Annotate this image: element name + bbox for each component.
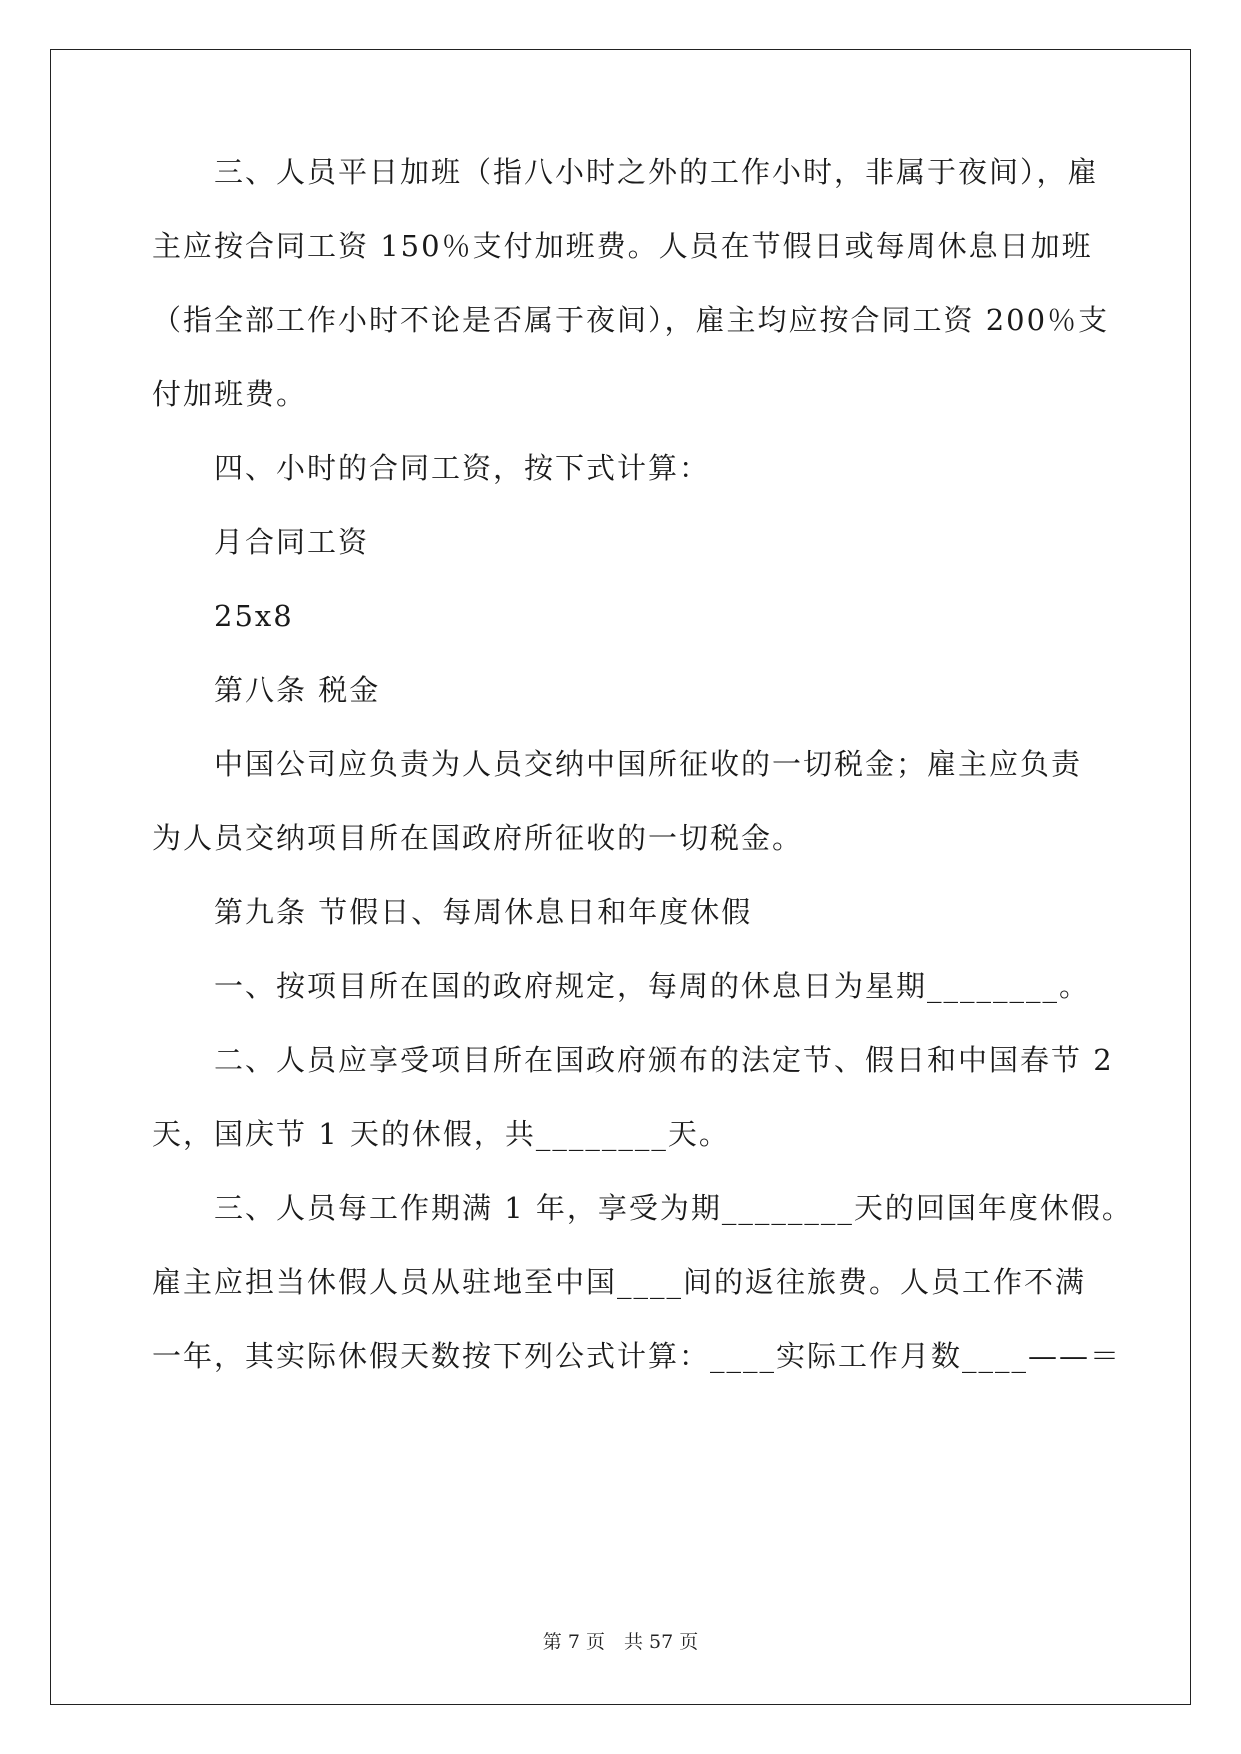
page-footer: [0, 1630, 1241, 1654]
text-line: 天，国庆节 1 天的休假，共________天。: [152, 1117, 730, 1151]
page-number: 第 7 页 共 57 页: [542, 1631, 699, 1653]
text-line: 主应按合同工资 150％支付加班费。人员在节假日或每周休息日加班: [152, 229, 1093, 263]
text-line: 四、小时的合同工资，按下式计算：: [152, 451, 711, 485]
text-line: 一、按项目所在国的政府规定，每周的休息日为星期________。: [152, 969, 1091, 1003]
text-line: （指全部工作小时不论是否属于夜间），雇主均应按合同工资 200％支: [152, 303, 1110, 337]
text-line: 月合同工资: [152, 525, 370, 559]
text-line: 25x8: [152, 599, 294, 633]
text-line: 付加班费。: [152, 377, 308, 411]
page-border: [50, 49, 1191, 1705]
text-line: 中国公司应负责为人员交纳中国所征收的一切税金；雇主应负责: [152, 747, 1083, 781]
text-line: 雇主应担当休假人员从驻地至中国____间的返往旅费。人员工作不满: [152, 1265, 1087, 1299]
text-line: 为人员交纳项目所在国政府所征收的一切税金。: [152, 821, 804, 855]
text-line: 第八条 税金: [152, 673, 381, 707]
text-line: 二、人员应享受项目所在国政府颁布的法定节、假日和中国春节 2: [152, 1043, 1114, 1077]
text-line: 三、人员平日加班（指八小时之外的工作小时，非属于夜间），雇: [152, 155, 1099, 189]
text-line: 一年，其实际休假天数按下列公式计算：____实际工作月数____——＝: [152, 1339, 1122, 1373]
text-line: 三、人员每工作期满 1 年，享受为期________天的回国年度休假。: [152, 1191, 1133, 1225]
text-line: 第九条 节假日、每周休息日和年度休假: [152, 895, 753, 929]
